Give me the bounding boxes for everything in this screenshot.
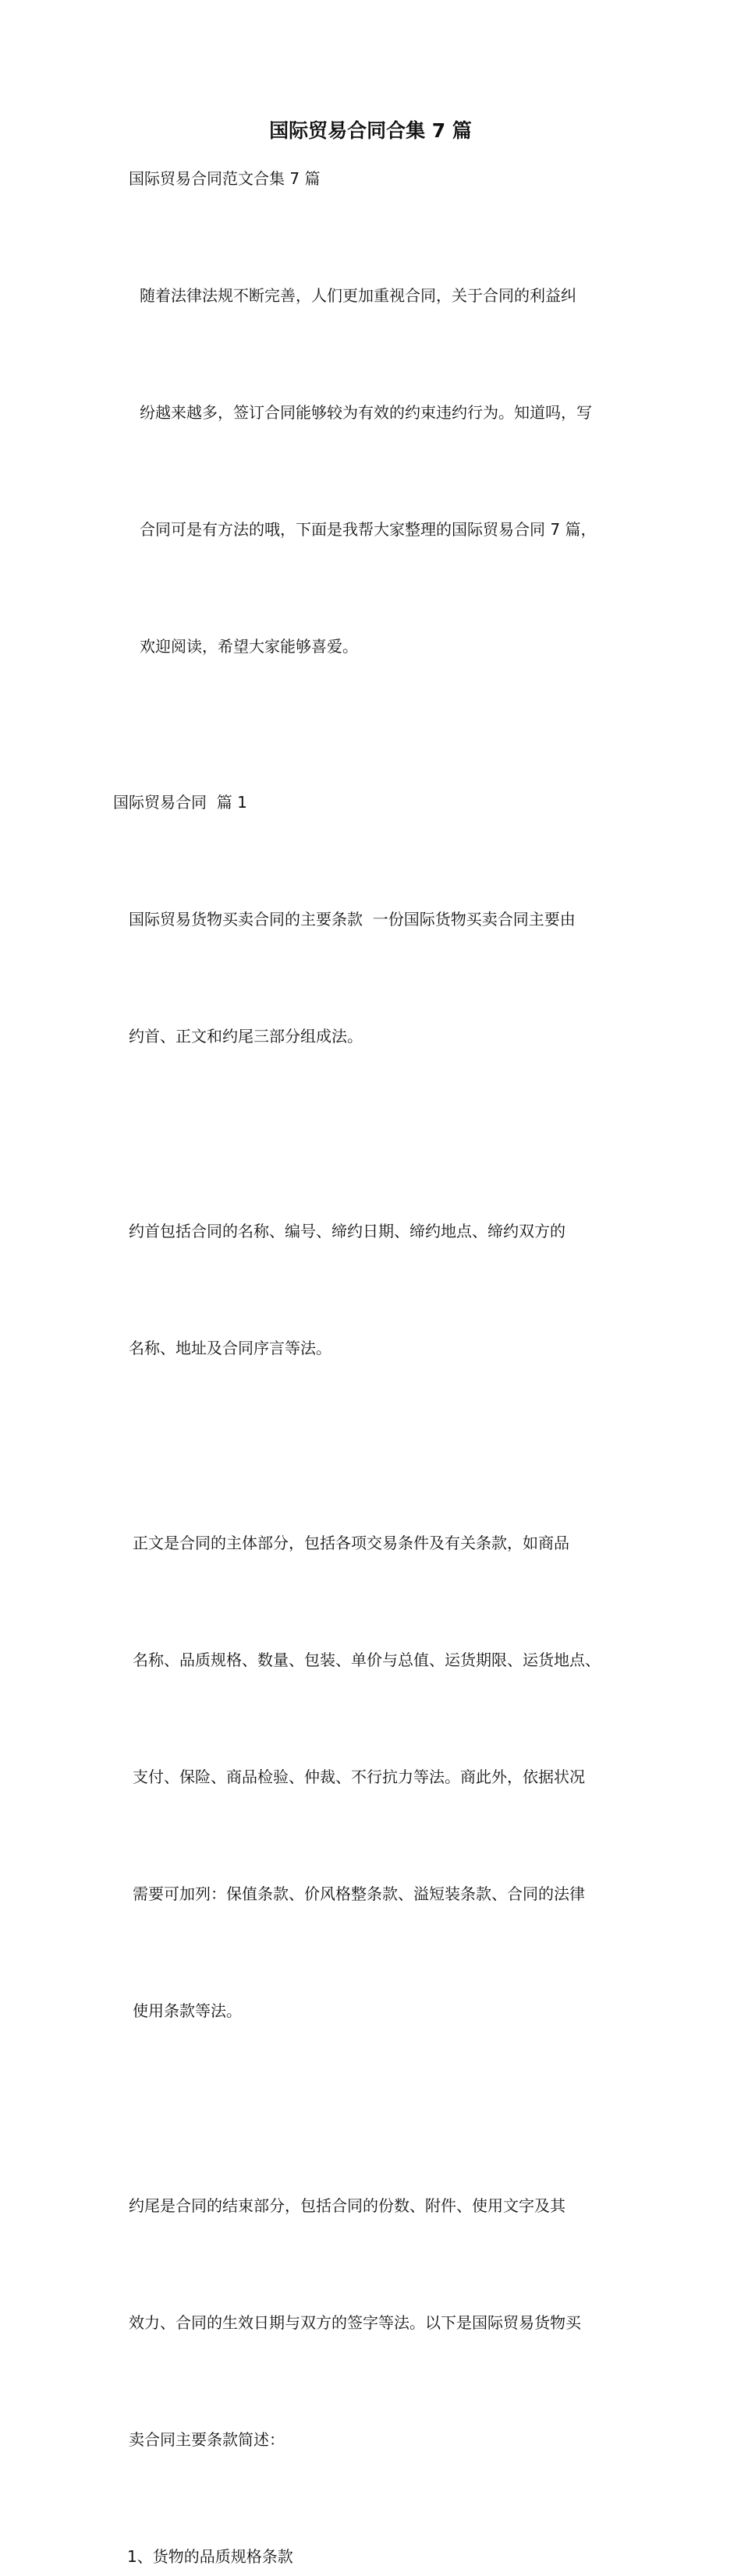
- intro-line: 欢迎阅读，希望大家能够喜爱。: [140, 637, 358, 656]
- paragraph-line: 需要可加列：保值条款、价风格整条款、溢短装条款、合同的法律: [133, 1884, 585, 1903]
- paragraph-line: 效力、合同的生效日期与双方的签字等法。以下是国际贸易货物买: [129, 2313, 581, 2332]
- list-item: 1、货物的品质规格条款: [127, 2547, 293, 2566]
- document-body: [113, 159, 651, 2576]
- intro-line: 纷越来越多，签订合同能够较为有效的约束违约行为。知道吗，写: [140, 403, 592, 422]
- section-heading: 国际贸易合同 篇 1: [113, 793, 247, 812]
- body-paragraph: [113, 1445, 651, 2108]
- paragraph-line: 名称、品质规格、数量、包装、单价与总值、运货期限、运货地点、: [133, 1651, 601, 1669]
- document-subtitle: 国际贸易合同范文合集 7 篇: [129, 169, 321, 188]
- body-paragraph: [113, 2108, 651, 2537]
- intro-line: 合同可是有方法的哦，下面是我帮大家整理的国际贸易合同 7 篇，: [140, 520, 597, 539]
- paragraph-line: 正文是合同的主体部分，包括各项交易条件及有关条款，如商品: [133, 1534, 569, 1552]
- paragraph-line: 国际贸易货物买卖合同的主要条款 一份国际货物买卖合同主要由: [129, 910, 576, 929]
- intro-line: 随着法律法规不断完善，人们更加重视合同，关于合同的利益纠: [140, 286, 576, 305]
- body-paragraph: [113, 1134, 651, 1445]
- paragraph-line: 卖合同主要条款简述：: [129, 2430, 285, 2449]
- intro-paragraph: [113, 198, 651, 744]
- paragraph-line: 使用条款等法。: [133, 2001, 242, 2020]
- blank-line: [113, 744, 651, 783]
- paragraph-line: 约首、正文和约尾三部分组成法。: [129, 1027, 363, 1046]
- paragraph-line: 名称、地址及合同序言等法。: [129, 1339, 332, 1357]
- body-paragraph: [113, 822, 651, 1134]
- document-title: 国际贸易合同合集 7 篇: [269, 119, 472, 142]
- paragraph-line: 约首包括合同的名称、编号、缔约日期、缔约地点、缔约双方的: [129, 1222, 566, 1240]
- paragraph-line: 约尾是合同的结束部分，包括合同的份数、附件、使用文字及其: [129, 2196, 566, 2215]
- paragraph-line: 支付、保险、商品检验、仲裁、不行抗力等法。商此外，依据状况: [133, 1767, 585, 1786]
